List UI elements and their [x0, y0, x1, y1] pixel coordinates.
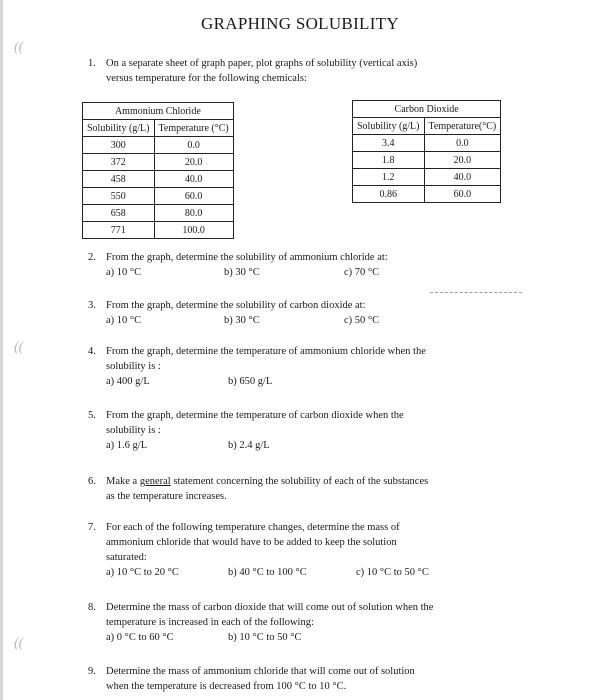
question-text: as the temperature increases.	[106, 491, 227, 502]
table-row	[83, 222, 234, 239]
question-6	[88, 474, 528, 504]
sub-question-a: a) 10 °C to 20 °C	[106, 567, 179, 578]
cell: 20.0	[424, 152, 501, 169]
sub-question-a: a) 1.6 g/L	[106, 440, 148, 451]
question-text: From the graph, determine the temperature of ammonium chloride when the	[106, 346, 426, 357]
column-header: Solubility (g/L)	[353, 118, 425, 135]
text-fragment: Make a	[106, 476, 140, 487]
cell: 771	[83, 222, 155, 239]
cell: 0.0	[154, 137, 233, 154]
sub-question-c: c) 50 °C	[344, 315, 380, 326]
column-header: Solubility (g/L)	[83, 120, 155, 137]
table-row	[353, 135, 501, 152]
cell: 1.2	[353, 169, 425, 186]
question-text: From the graph, determine the solubility of ammonium chloride at:	[106, 252, 388, 263]
question-text: From the graph, determine the temperature of carbon dioxide when the	[106, 410, 404, 421]
cell: 60.0	[424, 186, 501, 203]
cell: 658	[83, 205, 155, 222]
sub-question-b: b) 40 °C to 100 °C	[228, 567, 307, 578]
cell: 80.0	[154, 205, 233, 222]
table-row	[83, 188, 234, 205]
question-text: For each of the following temperature changes, determine the mass of	[106, 522, 400, 533]
question-text: From the graph, determine the solubility of carbon dioxide at:	[106, 300, 366, 311]
sub-question-b: b) 10 °C to 50 °C	[228, 632, 302, 643]
cell: 300	[83, 137, 155, 154]
question-number: 3.	[88, 300, 96, 311]
table-row	[83, 205, 234, 222]
question-number: 5.	[88, 410, 96, 421]
table-row	[353, 169, 501, 186]
table-row	[353, 186, 501, 203]
sub-question-b: b) 30 °C	[224, 267, 260, 278]
question-4	[88, 344, 528, 389]
question-text: solubility is :	[106, 425, 161, 436]
question-text: when the temperature is decreased from 100 °C to 10 °C.	[106, 681, 347, 692]
question-number: 9.	[88, 666, 96, 677]
question-2	[88, 250, 528, 280]
margin-scribble: ((	[14, 40, 24, 55]
page-edge	[0, 0, 3, 700]
sub-question-a: a) 10 °C	[106, 267, 142, 278]
sub-question-a: a) 10 °C	[106, 315, 142, 326]
table-row	[83, 154, 234, 171]
carbon-dioxide-table	[352, 100, 501, 203]
question-number: 8.	[88, 602, 96, 613]
page-title: GRAPHING SOLUBILITY	[201, 14, 399, 33]
question-text: Determine the mass of carbon dioxide that will come out of solution when the	[106, 602, 434, 613]
cell: 40.0	[154, 171, 233, 188]
question-number: 1.	[88, 58, 96, 69]
text-fragment: statement concerning the solubility of each of the substances	[170, 476, 429, 487]
cell: 3.4	[353, 135, 425, 152]
cell: 60.0	[154, 188, 233, 205]
cell: 20.0	[154, 154, 233, 171]
table-title: Ammonium Chloride	[83, 103, 234, 120]
cell: 100.0	[154, 222, 233, 239]
cell: 0.0	[424, 135, 501, 152]
table-title: Carbon Dioxide	[353, 101, 501, 118]
sub-question-b: b) 30 °C	[224, 315, 260, 326]
question-text: Determine the mass of ammonium chloride that will come out of solution	[106, 666, 415, 677]
question-text: On a separate sheet of graph paper, plot graphs of solubility (vertical axis)	[106, 58, 418, 69]
sub-question-a: a) 400 g/L	[106, 376, 150, 387]
question-3	[88, 298, 528, 328]
cell: 372	[83, 154, 155, 171]
cell: 550	[83, 188, 155, 205]
sub-question-c: c) 70 °C	[344, 267, 380, 278]
column-header: Temperature(°C)	[424, 118, 501, 135]
cell: 40.0	[424, 169, 501, 186]
divider-line	[430, 292, 522, 293]
cell: 1.8	[353, 152, 425, 169]
ammonium-chloride-table	[82, 102, 234, 239]
question-5	[88, 408, 528, 453]
sub-question-c: c) 10 °C to 50 °C	[356, 567, 429, 578]
table-row	[353, 152, 501, 169]
cell: 458	[83, 171, 155, 188]
question-text	[106, 474, 528, 489]
question-number: 2.	[88, 252, 96, 263]
question-number: 7.	[88, 522, 96, 533]
question-8	[88, 600, 528, 645]
question-text: solubility is :	[106, 361, 161, 372]
question-7	[88, 520, 528, 580]
question-text: temperature is increased in each of the following:	[106, 617, 314, 628]
margin-scribble: ((	[14, 340, 24, 355]
question-1	[88, 56, 528, 86]
sub-question-b: b) 650 g/L	[228, 376, 273, 387]
column-header: Temperature (°C)	[154, 120, 233, 137]
question-text: versus temperature for the following chemicals:	[106, 73, 307, 84]
question-9	[88, 664, 528, 694]
sub-question-a: a) 0 °C to 60 °C	[106, 632, 174, 643]
table-row	[83, 171, 234, 188]
question-number: 6.	[88, 476, 96, 487]
question-text: saturated:	[106, 552, 147, 563]
margin-scribble: ((	[14, 636, 24, 651]
underlined-word: general	[139, 476, 171, 487]
question-text: ammonium chloride that would have to be added to keep the solution	[106, 537, 397, 548]
cell: 0.86	[353, 186, 425, 203]
sub-question-b: b) 2.4 g/L	[228, 440, 270, 451]
table-row	[83, 137, 234, 154]
question-number: 4.	[88, 346, 96, 357]
